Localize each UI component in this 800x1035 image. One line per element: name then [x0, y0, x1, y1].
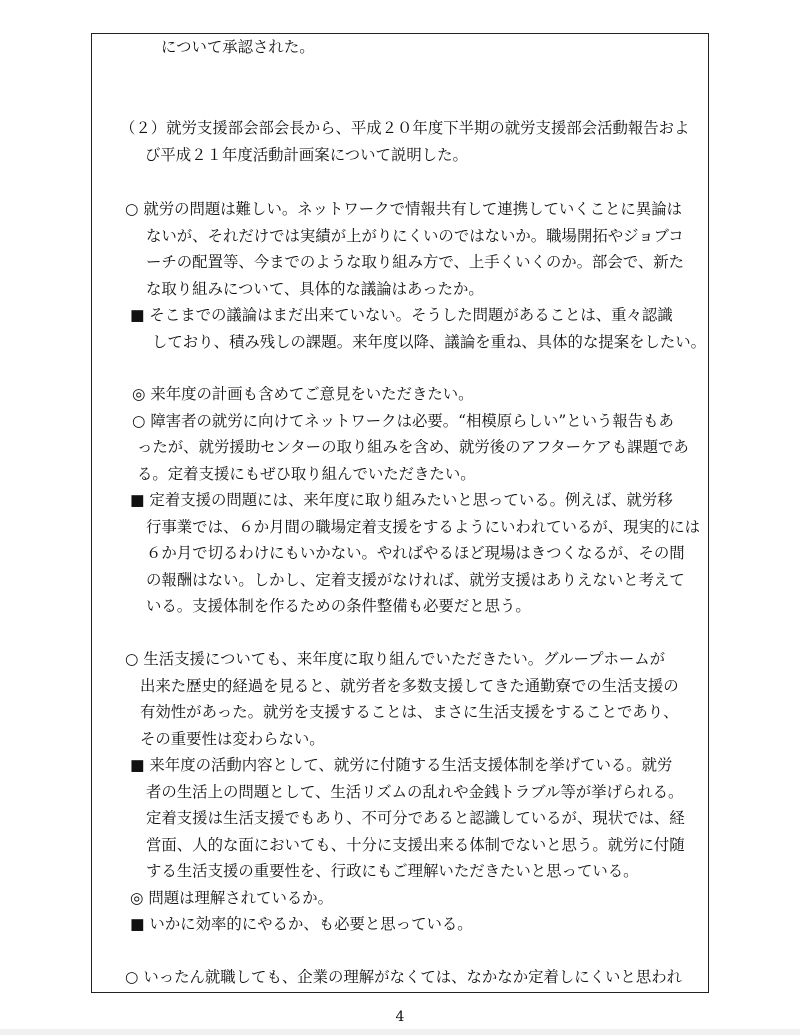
text-line: 営面、人的な面においても、十分に支援出来る体制でないと思う。就労に付随: [146, 836, 685, 854]
text-line: 者の生活上の問題として、生活リズムの乱れや金銭トラブル等が挙げられる。: [146, 783, 684, 801]
viewer-bottom-edge: [0, 1029, 800, 1035]
text-line: ■ 定着支援の問題には、来年度に取り組みたいと思っている。例えば、就労移: [130, 491, 673, 509]
text-line: び平成２１年度活動計画案について説明した。: [145, 146, 468, 164]
text-line: ◎ 来年度の計画も含めてご意見をいただきたい。: [132, 385, 474, 403]
text-line: 行事業では、６か月間の職場定着支援をするようにいわれているが、現実的には: [146, 518, 701, 536]
text-line: ったが、就労援助センターの取り組みを含め、就労後のアフターケアも課題であ: [137, 438, 689, 456]
page-number: 4: [395, 1009, 405, 1025]
text-line: ◎ 問題は理解されているか。: [130, 889, 334, 907]
text-line: ○ 生活支援についても、来年度に取り組んでいただきたい。グループホームが: [125, 650, 666, 668]
text-line: しており、積み残しの課題。来年度以降、議論を重ね、具体的な提案をしたい。: [152, 333, 707, 351]
text-line: ■ そこまでの議論はまだ出来ていない。そうした問題があることは、重々認識: [130, 306, 673, 324]
text-line: る。定着支援にもぜひ取り組んでいただきたい。: [137, 465, 476, 483]
text-line: 有効性があった。就労を支援することは、まさに生活支援をすることであり、: [140, 703, 679, 721]
text-line: （２）就労支援部会部会長から、平成２０年度下半期の就労支援部会活動報告およ: [120, 119, 690, 137]
text-line: ーチの配置等、今までのような取り組み方で、上手くいくのか。部会で、新た: [146, 253, 685, 271]
text-line: その重要性は変わらない。: [140, 730, 325, 748]
text-line: 定着支援は生活支援でもあり、不可分であると認識しているが、現状では、経: [146, 809, 685, 827]
text-line: 出来た歴史的経過を見ると、就労者を多数支援してきた通勤寮での生活支援の: [140, 677, 679, 695]
text-line: について承認された。: [161, 38, 315, 56]
text-line: ■ いかに効率的にやるか、も必要と思っている。: [130, 915, 473, 933]
text-line: な取り組みについて、具体的な議論はあったか。: [146, 280, 484, 298]
text-line: ６か月で切るわけにもいかない。やればやるほど現場はきつくなるが、その間: [146, 544, 685, 562]
text-line: ないが、それだけでは実績が上がりにくいのではないか。職場開拓やジョブコ: [146, 227, 684, 245]
text-line: ○ いったん就職しても、企業の理解がなくては、なかなか定着しにくいと思われ: [125, 968, 682, 986]
text-line: ○ 就労の問題は難しい。ネットワークで情報共有して連携していくことに異論は: [125, 200, 682, 218]
text-line: する生活支援の重要性を、行政にもご理解いただきたいと思っている。: [146, 862, 639, 880]
text-line: ■ 来年度の活動内容として、就労に付随する生活支援体制を挙げている。就労: [130, 756, 673, 774]
text-line: ○ 障害者の就労に向けてネットワークは必要。“相模原らしい”という報告もあ: [132, 412, 674, 430]
text-line: いる。支援体制を作るための条件整備も必要だと思う。: [146, 597, 531, 615]
text-line: の報酬はない。しかし、定着支援がなければ、就労支援はありえないと考えて: [146, 571, 685, 589]
